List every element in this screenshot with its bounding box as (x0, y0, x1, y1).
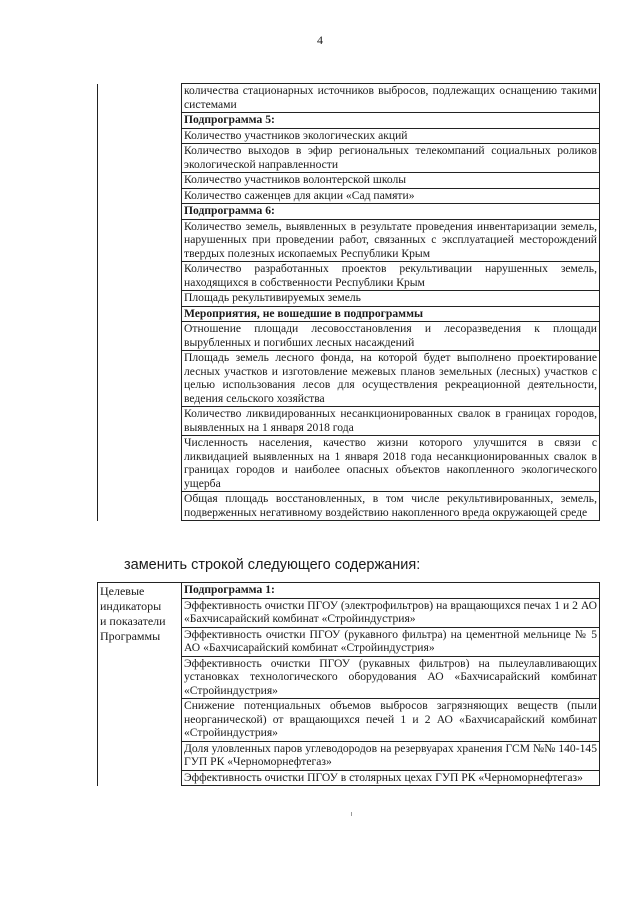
row-label-line: индикаторы (100, 599, 162, 613)
replace-instruction: заменить строкой следующего содержания: (124, 557, 421, 573)
row-label-line: Целевые (100, 584, 145, 598)
table-row (98, 583, 600, 599)
indicators-table-old (97, 83, 600, 521)
scan-mark (351, 812, 352, 816)
indicators-table-new (97, 582, 600, 786)
section-heading-cell: Мероприятия, не вошедшие в подпрограммы (182, 306, 600, 322)
indicator-cell: Отношение площади лесовосстановления и лесоразведения к площади вырубленных и погибших лесных насаждений (182, 322, 600, 351)
row-label-cell (98, 583, 182, 786)
indicator-cell: Эффективность очистки ПГОУ (электрофильтров) на вращающихся печах 1 и 2 АО «Бахчисарайский комбинат «Стройиндустрия» (182, 598, 600, 627)
indicator-cell: Снижение потенциальных объемов выбросов загрязняющих веществ (пыли неорганической) от вращающихся печей 1 и 2 АО «Бахчисарайский комбинат «Стройиндустрия» (182, 699, 600, 742)
row-label-cell (98, 84, 182, 521)
table-row (98, 84, 600, 113)
indicator-cell: Количество выходов в эфир региональных телекомпаний социальных роликов экологической направленности (182, 144, 600, 173)
indicator-cell: Количество саженцев для акции «Сад памяти» (182, 188, 600, 204)
page-number: 4 (317, 33, 323, 47)
indicator-cell: Эффективность очистки ПГОУ (рукавных фильтров) на пылеулавливающих установках технологического оборудования АО «Бахчисарайский комбинат «Стройиндустрия» (182, 656, 600, 699)
indicator-cell: количества стационарных источников выбросов, подлежащих оснащению такими системами (182, 84, 600, 113)
section-heading-cell: Подпрограмма 6: (182, 204, 600, 220)
indicator-cell: Доля уловленных паров углеводородов на резервуарах хранения ГСМ №№ 140-145 ГУП РК «Черноморнефтегаз» (182, 741, 600, 770)
indicator-cell: Количество разработанных проектов рекультивации нарушенных земель, находящихся в собственности Республики Крым (182, 262, 600, 291)
indicator-cell: Площадь рекультивируемых земель (182, 291, 600, 307)
indicator-cell: Количество участников волонтерской школы (182, 173, 600, 189)
row-label-line: и показатели (100, 614, 166, 628)
section-heading-cell: Подпрограмма 1: (182, 583, 600, 599)
indicator-cell: Количество земель, выявленных в результате проведения инвентаризации земель, нарушенных при проведении работ, связанных с эксплуатацией месторождений твердых полезных ископаемых Республики Крым (182, 219, 600, 262)
indicator-cell: Общая площадь восстановленных, в том числе рекультивированных, земель, подверженных негативному воздействию накопленного вреда окружающей среде (182, 492, 600, 521)
indicator-cell: Количество ликвидированных несанкционированных свалок в границах городов, выявленных на 1 января 2018 года (182, 407, 600, 436)
indicator-cell: Количество участников экологических акций (182, 128, 600, 144)
section-heading-cell: Подпрограмма 5: (182, 113, 600, 129)
indicator-cell: Эффективность очистки ПГОУ (рукавного фильтра) на цементной мельнице № 5 АО «Бахчисарайский комбинат «Стройиндустрия» (182, 627, 600, 656)
indicator-cell: Эффективность очистки ПГОУ в столярных цехах ГУП РК «Черноморнефтегаз» (182, 770, 600, 786)
indicator-cell: Площадь земель лесного фонда, на которой будет выполнено проектирование лесных участков и изготовление межевых планов земельных (лесных) участков с целью использования лесов для осуществления рекреационной деятельности, ведения сельского хозяйства (182, 351, 600, 407)
row-label-line: Программы (100, 629, 161, 643)
indicator-cell: Численность населения, качество жизни которого улучшится в связи с ликвидацией выявленных на 1 января 2018 года несанкционированных свалок в границах городов и наиболее опасных объектов накопленного экологического ущерба (182, 436, 600, 492)
